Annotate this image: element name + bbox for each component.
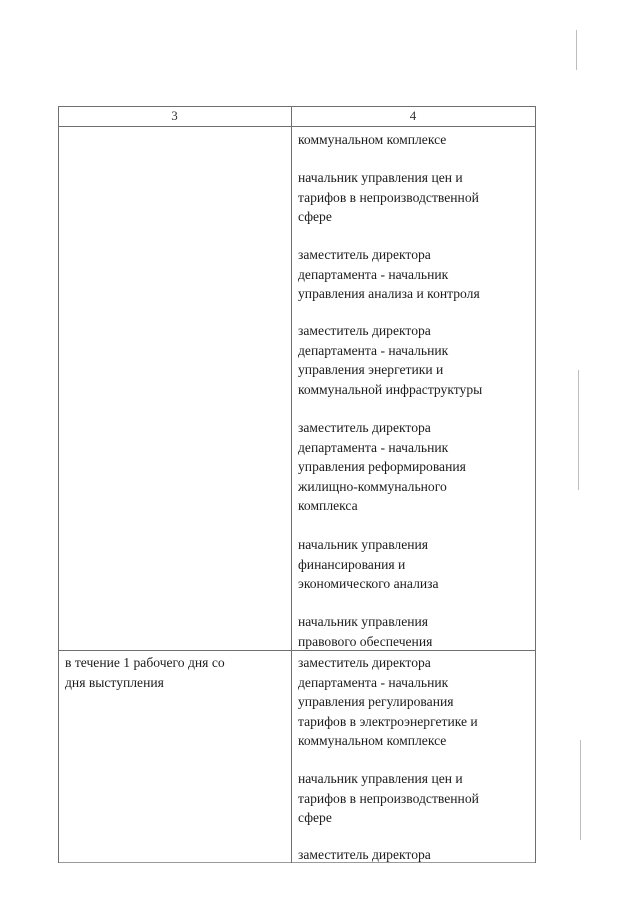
entry-line: управления энергетики и bbox=[298, 362, 444, 377]
entry-line: тарифов в непроизводственной bbox=[298, 790, 479, 806]
entry-line: коммунальном комплексе bbox=[298, 733, 447, 748]
position-entry bbox=[298, 653, 530, 751]
entry-line: департамента - начальник bbox=[298, 439, 449, 455]
entry-line: заместитель директора bbox=[298, 655, 431, 670]
entry-line: управления регулирования bbox=[298, 694, 454, 709]
header-bottom-border bbox=[58, 126, 536, 127]
table-right-border bbox=[535, 106, 536, 863]
position-entry bbox=[298, 845, 530, 865]
position-entry bbox=[298, 168, 530, 227]
entry-line: департамента - начальник bbox=[298, 674, 449, 690]
entry-line: управления анализа и контроля bbox=[298, 286, 480, 301]
entry-line: начальник управления цен и bbox=[298, 771, 463, 786]
entry-line: сфере bbox=[298, 810, 332, 825]
entry-line: сфере bbox=[298, 209, 332, 224]
row2-col3-cell bbox=[65, 653, 287, 692]
entry-line: начальник управления цен и bbox=[298, 170, 463, 185]
entry-line: начальник управления bbox=[298, 537, 429, 552]
position-entry bbox=[298, 130, 530, 150]
entry-line: экономического анализа bbox=[298, 576, 439, 591]
entry-line: заместитель директора bbox=[298, 247, 431, 262]
entry-line: финансирования и bbox=[298, 556, 406, 572]
deadline-line: дня выступления bbox=[65, 674, 164, 690]
position-entry bbox=[298, 612, 530, 651]
position-entry bbox=[298, 535, 530, 594]
column-header-3: 3 bbox=[171, 108, 178, 123]
table-left-border bbox=[58, 106, 59, 863]
entry-line: комплекса bbox=[298, 498, 358, 513]
position-entry bbox=[298, 418, 530, 516]
position-entry bbox=[298, 245, 530, 304]
entry-line: коммунальной инфраструктуры bbox=[298, 381, 483, 397]
column-header-4: 4 bbox=[409, 108, 417, 123]
scan-artifact bbox=[580, 740, 581, 840]
entry-line: заместитель директора bbox=[298, 847, 431, 862]
scan-artifact bbox=[578, 370, 579, 490]
entry-line: начальник управления bbox=[298, 614, 429, 629]
entry-line: управления реформирования bbox=[298, 459, 466, 474]
deadline-line: в течение 1 рабочего дня со bbox=[65, 655, 225, 670]
entry-line: департамента - начальник bbox=[298, 342, 449, 358]
scan-artifact bbox=[576, 30, 577, 70]
position-entry bbox=[298, 321, 530, 399]
position-entry bbox=[298, 769, 530, 828]
entry-line: департамента - начальник bbox=[298, 266, 449, 282]
entry-line: тарифов в непроизводственной bbox=[298, 189, 479, 205]
entry-line: заместитель директора bbox=[298, 420, 431, 435]
entry-line: правового обеспечения bbox=[298, 633, 433, 649]
entry-line: коммунальном комплексе bbox=[298, 132, 447, 147]
column-divider bbox=[291, 106, 292, 863]
entry-line: заместитель директора bbox=[298, 323, 431, 338]
entry-line: тарифов в электроэнергетике и bbox=[298, 713, 478, 729]
entry-line: жилищно-коммунального bbox=[298, 478, 447, 494]
